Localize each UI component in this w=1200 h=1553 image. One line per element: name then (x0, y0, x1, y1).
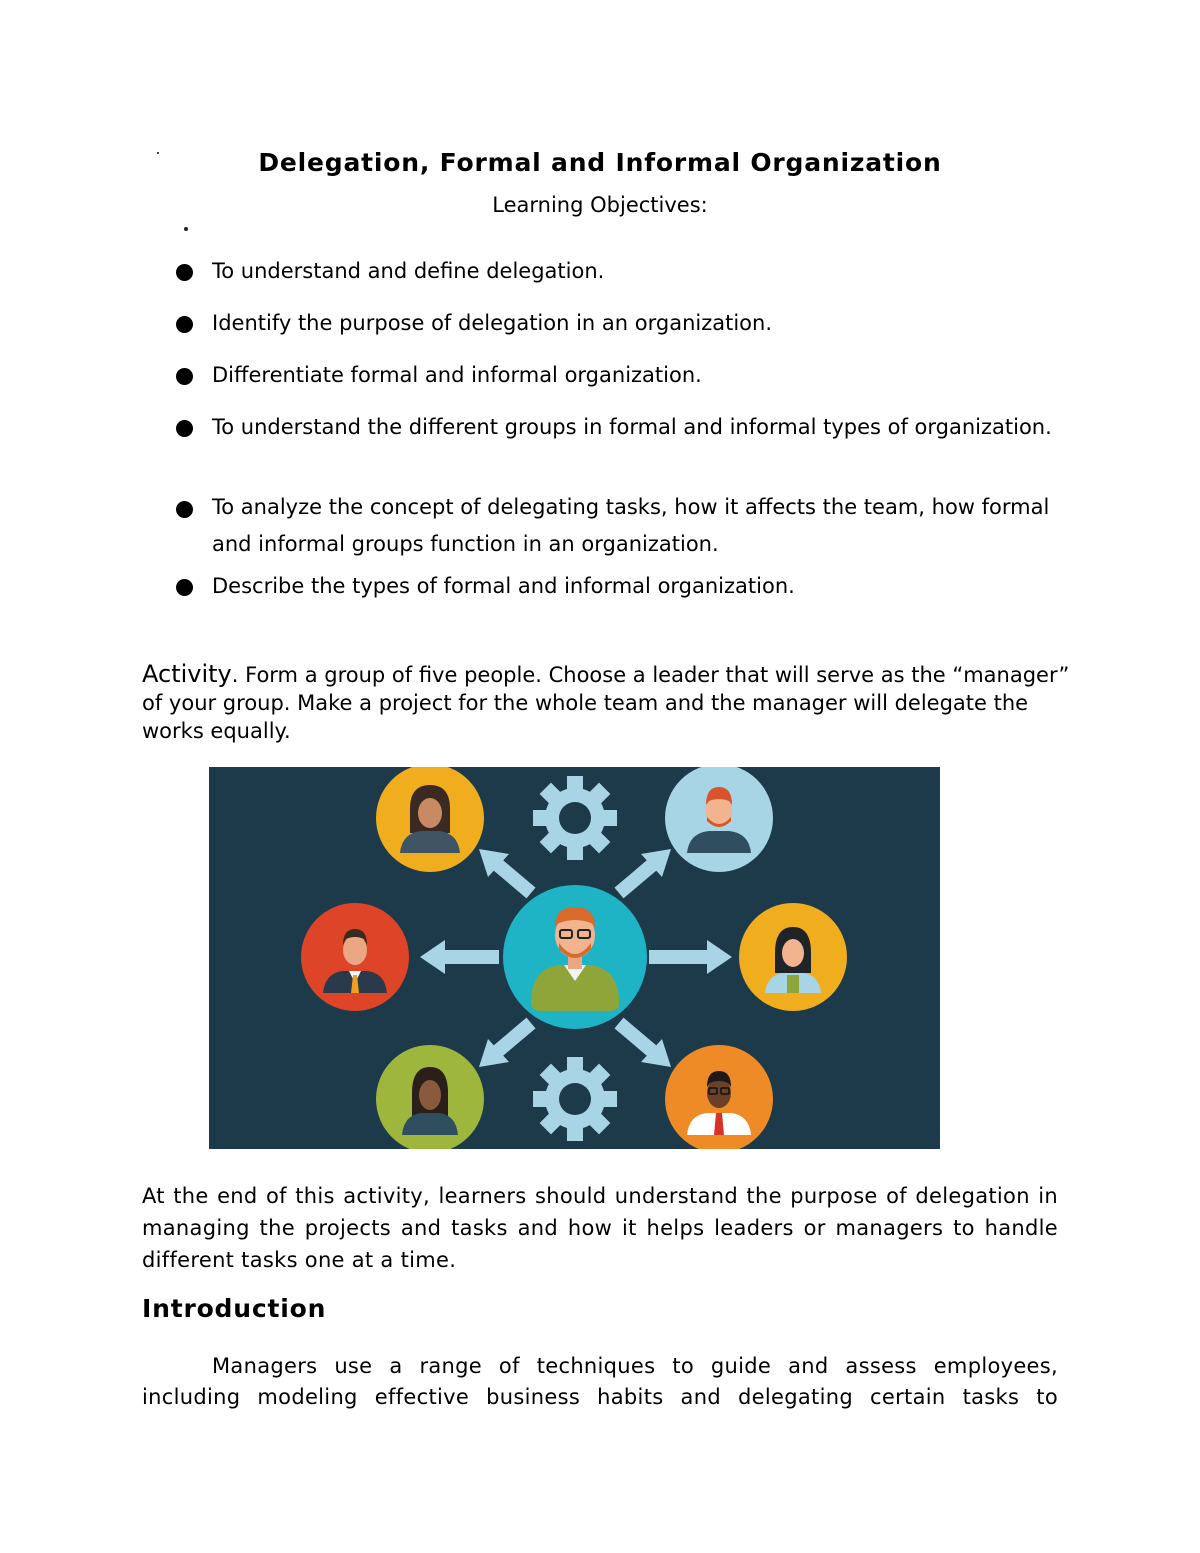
delegation-illustration (209, 767, 940, 1149)
introduction-heading: Introduction (142, 1294, 327, 1323)
gear-icon (533, 1057, 617, 1141)
team-member-avatar-icon (665, 767, 773, 872)
manager-avatar-icon (503, 885, 647, 1029)
bullet-icon (176, 264, 193, 281)
arrow-left-shaft (439, 950, 499, 964)
bullet-icon (176, 579, 193, 596)
outcome-paragraph: At the end of this activity, learners should understand the purpose of delegation in managing the projects and tasks and how it helps leaders or managers to handle different tasks one at a time. (142, 1184, 1058, 1272)
team-member-avatar-icon (376, 1045, 484, 1149)
team-member-avatar-icon (665, 1045, 773, 1149)
objective-item: To understand and define delegation. (176, 252, 1076, 290)
team-member-avatar-icon (376, 767, 484, 872)
gear-icon (533, 776, 617, 860)
activity-text: . Form a group of five people. Choose a leader that will serve as the “manager” of your group. Make a project for the whole team and the manager will delegate the works equally. (142, 663, 1070, 743)
objective-item: To analyze the concept of delegating tasks, how it affects the team, how formal and informal groups function in an organization. (176, 489, 1076, 563)
page-title: Delegation, Formal and Informal Organization (258, 148, 942, 177)
learning-objectives-heading: Learning Objectives: (492, 193, 708, 217)
stray-mark (184, 227, 188, 231)
team-member-avatar-icon (739, 903, 847, 1011)
bullet-icon (176, 420, 193, 437)
objective-item: Differentiate formal and informal organization. (176, 356, 1076, 394)
activity-paragraph (142, 660, 1072, 745)
activity-label: Activity (142, 660, 232, 688)
bullet-icon (176, 316, 193, 333)
bullet-icon (176, 501, 193, 518)
arrow-right-shaft (649, 950, 709, 964)
bullet-icon (176, 368, 193, 385)
objective-item: To understand the different groups in formal and informal types of organization. (176, 408, 1076, 446)
objective-item: Describe the types of formal and informal organization. (176, 567, 1076, 605)
team-member-avatar-icon (301, 903, 409, 1011)
introduction-paragraph: Managers use a range of techniques to guide and assess employees, including modeling effective business habits and delegating certain tasks to (142, 1354, 1058, 1409)
objective-item: Identify the purpose of delegation in an organization. (176, 304, 1076, 342)
